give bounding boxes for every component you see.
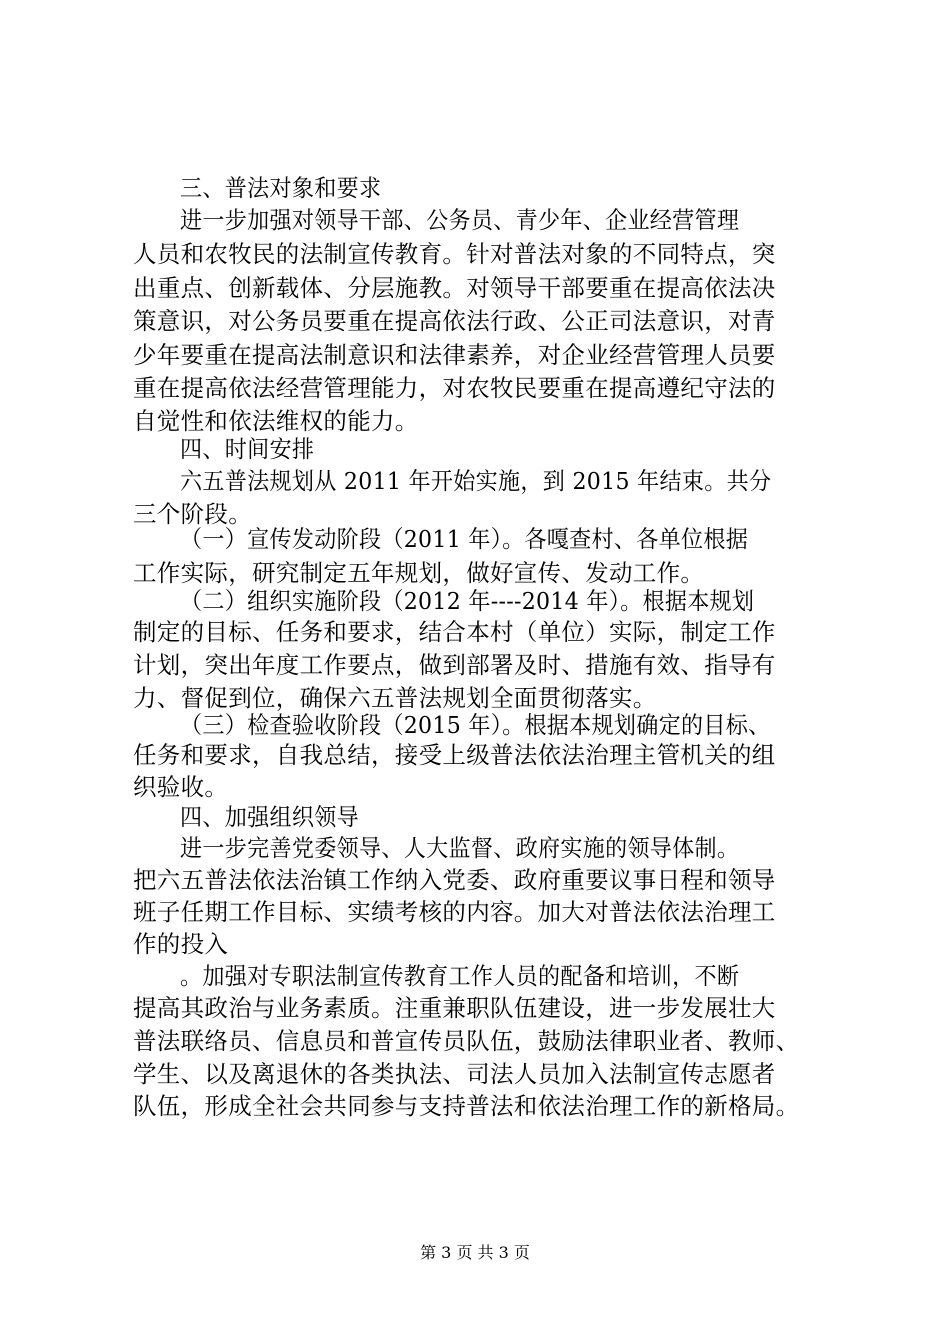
paragraph-line: 少年要重在提高法制意识和法律素养，对企业经营管理人员要 [133, 341, 776, 369]
paragraph-line: （一）宣传发动阶段（2011 年）。各嘎查村、各单位根据 [180, 525, 749, 553]
section-heading: 四、加强组织领导 [180, 803, 359, 831]
paragraph-line: 制定的目标、任务和要求，结合本村（单位）实际，制定工作 [133, 618, 776, 646]
page-number: 第 3 页 共 3 页 [420, 1243, 530, 1262]
paragraph-line: 。加强对专职法制宣传教育工作人员的配备和培训，不断 [180, 962, 740, 990]
paragraph-line: 力、督促到位，确保六五普法规划全面贯彻落实。 [133, 684, 657, 712]
paragraph-line: 三个阶段。 [133, 500, 252, 528]
paragraph-line: 六五普法规划从 2011 年开始实施，到 2015 年结束。共分 [180, 467, 772, 495]
paragraph-line: 作的投入 [133, 930, 229, 958]
section-heading: 三、普法对象和要求 [180, 174, 382, 202]
paragraph-line: 把六五普法依法治镇工作纳入党委、政府重要议事日程和领导 [133, 866, 776, 894]
paragraph-line: 出重点、创新载体、分层施教。对领导干部要重在提高依法决 [133, 274, 776, 302]
section-heading: 四、时间安排 [180, 435, 315, 463]
paragraph-line: 人员和农牧民的法制宣传教育。针对普法对象的不同特点，突 [133, 240, 776, 268]
paragraph-line: 织验收。 [133, 773, 229, 801]
paragraph-line: 学生、以及离退休的各类执法、司法人员加入法制宣传志愿者 [133, 1060, 776, 1088]
paragraph-line: 班子任期工作目标、实绩考核的内容。加大对普法依法治理工 [133, 898, 776, 926]
paragraph-line: 队伍，形成全社会共同参与支持普法和依法治理工作的新格局。 [133, 1092, 800, 1120]
paragraph-line: 计划，突出年度工作要点，做到部署及时、措施有效、指导有 [133, 651, 776, 679]
paragraph-line: 进一步加强对领导干部、公务员、青少年、企业经营管理 [180, 206, 740, 234]
paragraph-line: 进一步完善党委领导、人大监督、政府实施的领导体制。 [180, 834, 740, 862]
paragraph-line: 普法联络员、信息员和普宣传员队伍，鼓励法律职业者、教师、 [133, 1027, 800, 1055]
paragraph-line: （二）组织实施阶段（2012 年----2014 年）。根据本规划 [180, 587, 755, 615]
paragraph-line: （三）检查验收阶段（2015 年）。根据本规划确定的目标、 [180, 711, 771, 739]
paragraph-line: 工作实际，研究制定五年规划，做好宣传、发动工作。 [133, 559, 705, 587]
paragraph-line: 策意识，对公务员要重在提高依法行政、公正司法意识，对青 [133, 307, 776, 335]
paragraph-line: 提高其政治与业务素质。注重兼职队伍建设，进一步发展壮大 [133, 994, 776, 1022]
paragraph-line: 自觉性和依法维权的能力。 [133, 407, 419, 435]
paragraph-line: 重在提高依法经营管理能力，对农牧民要重在提高遵纪守法的 [133, 374, 776, 402]
paragraph-line: 任务和要求，自我总结，接受上级普法依法治理主管机关的组 [133, 741, 776, 769]
